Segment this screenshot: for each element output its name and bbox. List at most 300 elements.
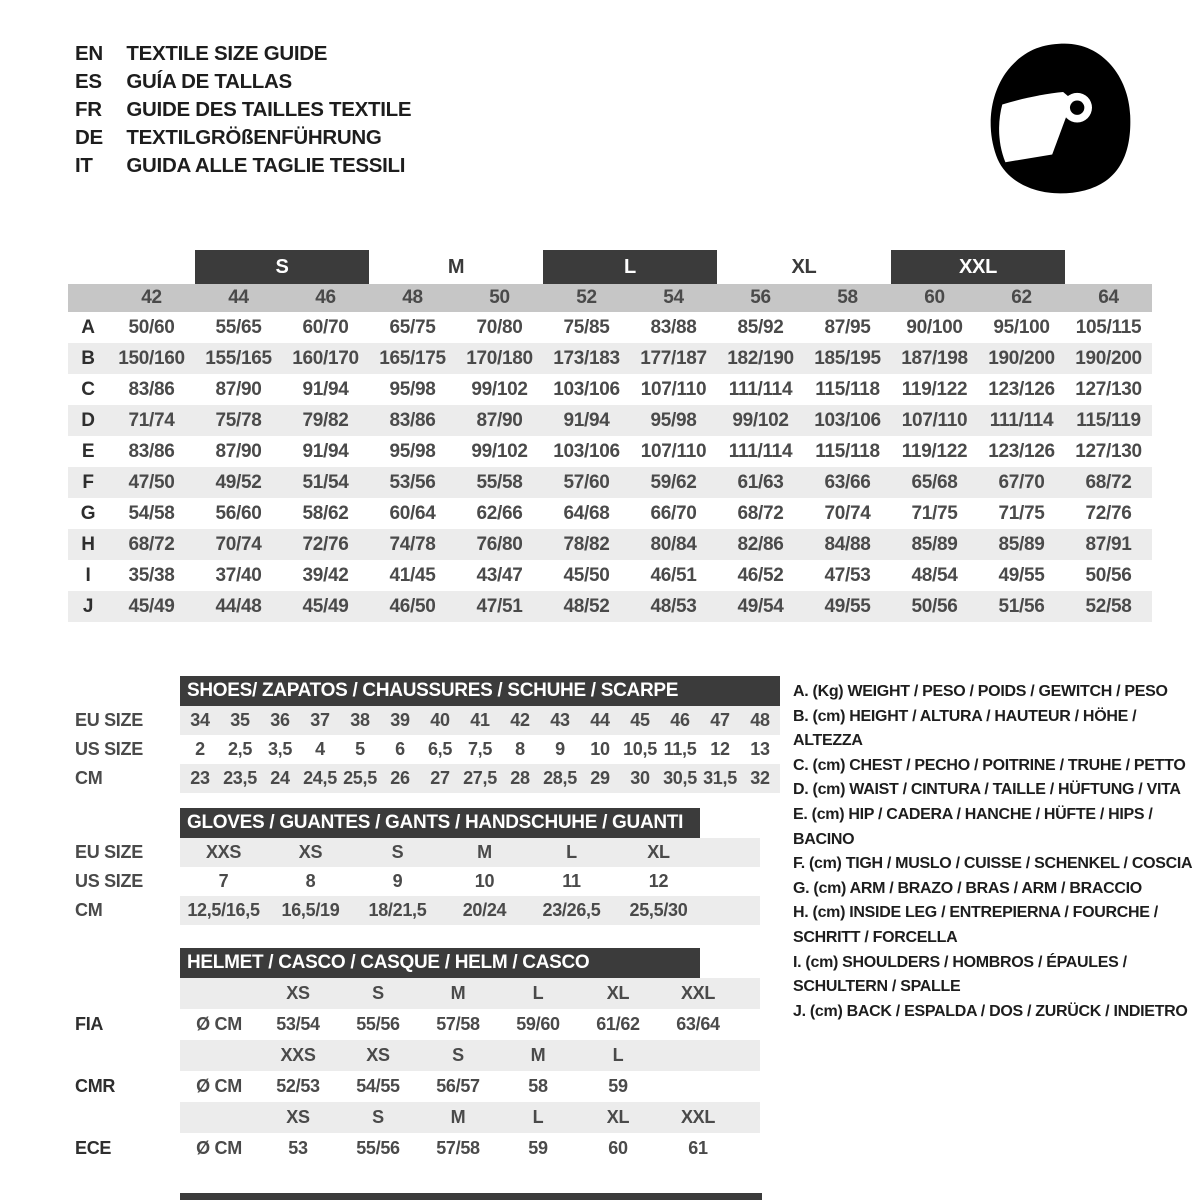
helmet-size-row [180,1102,760,1133]
row-letter: F [82,472,94,493]
measurement-cell: 99/102 [732,410,789,431]
measurement-cell: 83/88 [650,317,697,338]
standard-label: ECE [75,1138,112,1158]
measurement-cell: 123/126 [988,379,1055,400]
row-letter: C [81,379,95,400]
measurement-cell: 55/65 [215,317,262,338]
size-cell: 34 [190,710,210,730]
measurement-cell: 99/102 [471,379,528,400]
diameter-unit-label: Ø CM [196,1138,242,1158]
measurement-cell: 71/74 [128,410,175,431]
measurement-cell: 95/100 [993,317,1050,338]
helmet-standard-block [75,978,760,1040]
measurement-cell: 177/187 [640,348,707,369]
size-cell: XL [606,983,630,1003]
helmet-standard-block [75,1040,760,1102]
size-group-header-row [68,250,1152,284]
language-row [75,68,411,96]
numeric-size-cell: 60 [924,287,945,308]
size-cell: 59 [608,1076,628,1096]
size-cell: 12 [648,871,669,891]
measurement-cell: 65/68 [911,472,958,493]
numeric-size-cell: 64 [1098,287,1119,308]
size-cell: 6 [395,739,405,759]
size-cell: 42 [510,710,530,730]
size-cell: 16,5/19 [281,900,340,920]
measurement-cell: 103/106 [553,379,620,400]
size-cell: 9 [392,871,403,891]
size-cell: 3,5 [267,739,293,759]
size-cell: 24,5 [303,768,337,788]
table-row [75,706,780,735]
measurement-cell: 41/45 [389,565,436,586]
measurement-cell: 123/126 [988,441,1055,462]
size-cell: 24 [270,768,290,788]
size-cell: 23,5 [223,768,257,788]
size-cell: 58 [528,1076,548,1096]
size-cell: 36 [270,710,290,730]
measurement-cell: 71/75 [911,503,958,524]
size-cell: 12 [710,739,730,759]
measurement-cell: 150/160 [118,348,185,369]
measurement-cell: 165/175 [379,348,446,369]
measurement-rows [68,312,1152,622]
size-cell: 28 [510,768,530,788]
numeric-size-spacer [68,284,108,312]
measurement-cell: 54/58 [128,503,175,524]
size-cell: 30,5 [663,768,697,788]
size-cell: 60 [608,1138,628,1158]
measurement-cell: 80/84 [650,534,697,555]
measurement-cell: 60/70 [302,317,349,338]
helmet-size-row [180,978,760,1009]
size-cell: L [532,1107,544,1127]
measurement-cell: 49/54 [737,596,784,617]
table-row [68,405,1152,436]
table-row [75,867,760,896]
size-cell: XS [366,1045,390,1065]
measurement-cell: 190/200 [1075,348,1142,369]
size-spacer [180,1102,258,1133]
measurement-cell: 85/92 [737,317,784,338]
table-row [68,529,1152,560]
measurement-cell: 63/66 [824,472,871,493]
measurement-cell: 91/94 [302,379,349,400]
row-letter: E [81,441,95,462]
row-label: CM [75,900,103,920]
numeric-size-cell: 46 [315,287,336,308]
measurement-cell: 57/60 [563,472,610,493]
size-group-m: M [447,256,465,278]
row-letter: J [82,596,94,617]
size-cell: XS [286,1107,310,1127]
size-cell: L [612,1045,624,1065]
size-cell: 57/58 [436,1014,480,1034]
helmet-value-row [180,1071,760,1102]
size-cell: 23/26,5 [542,900,601,920]
size-cell [658,1071,738,1102]
size-cell: 44 [590,710,610,730]
size-cell: 9 [555,739,565,759]
size-cell: 46 [670,710,690,730]
legend-item: C. (cm) CHEST / PECHO / POITRINE / TRUHE / PETTO [793,756,1186,774]
measurement-cell: 170/180 [466,348,533,369]
measurement-cell: 51/56 [998,596,1045,617]
size-cell: 8 [305,871,316,891]
size-cell: 63/64 [676,1014,720,1034]
row-letter: H [81,534,95,555]
measurement-cell: 78/82 [563,534,610,555]
measurement-cell: 70/74 [824,503,871,524]
numeric-size-cell: 62 [1011,287,1032,308]
standard-label: FIA [75,1014,104,1034]
measurement-cell: 87/91 [1085,534,1132,555]
table-row [75,896,760,925]
measurement-cell: 84/88 [824,534,871,555]
size-cell: S [391,842,404,862]
measurement-cell: 43/47 [476,565,523,586]
measurement-cell: 35/38 [128,565,175,586]
size-cell: XXS [280,1045,316,1065]
measurement-cell: 48/52 [563,596,610,617]
measurement-cell: 61/63 [737,472,784,493]
measurement-cell: 68/72 [128,534,175,555]
size-spacer [180,978,258,1009]
size-cell: 55/56 [356,1014,400,1034]
measurement-cell: 107/110 [901,410,968,431]
numeric-size-cell: 52 [576,287,597,308]
measurement-cell: 45/50 [563,565,610,586]
legend-item: J. (cm) BACK / ESPALDA / DOS / ZURÜCK / INDIETRO [793,1002,1188,1020]
measurement-cell: 119/122 [901,379,968,400]
measurement-cell: 187/198 [901,348,968,369]
measurement-cell: 55/58 [476,472,523,493]
measurement-cell: 155/165 [205,348,272,369]
size-cell: XXL [680,983,716,1003]
size-cell: S [372,1107,384,1127]
size-cell: 28,5 [543,768,577,788]
guide-title: TEXTILE SIZE GUIDE [126,42,328,65]
helmet-table [75,948,760,1164]
measurement-cell: 83/86 [128,379,175,400]
size-group-l: L [543,250,717,284]
measurement-cell: 50/56 [1085,565,1132,586]
row-letter: I [85,565,91,586]
helmet-size-row [180,1040,760,1071]
table-row [75,764,780,793]
size-cell: 41 [470,710,490,730]
row-letter: G [80,503,96,524]
language-code: IT [75,154,93,177]
measurement-cell: 95/98 [389,441,436,462]
size-cell: 55/56 [356,1138,400,1158]
measurement-cell: 160/170 [292,348,359,369]
measurement-cell: 87/90 [215,441,262,462]
gloves-table [75,808,760,925]
row-letter: D [81,410,95,431]
measurement-cell: 87/90 [215,379,262,400]
measurement-cell: 83/86 [128,441,175,462]
row-label: US SIZE [75,871,143,891]
measurement-cell: 50/56 [911,596,958,617]
legend-item: E. (cm) HIP / CADERA / HANCHE / HÜFTE / HIPS / BACINO [793,805,1153,848]
legend-item: D. (cm) WAIST / CINTURA / TAILLE / HÜFTUNG / VITA [793,781,1181,799]
measurement-cell: 83/86 [389,410,436,431]
table-row [68,498,1152,529]
numeric-size-cell: 44 [228,287,249,308]
size-cell: XXL [680,1107,716,1127]
size-cell: 6,5 [427,739,453,759]
measurement-cell: 79/82 [302,410,349,431]
measurement-cell: 82/86 [737,534,784,555]
size-cell: XS [286,983,310,1003]
size-cell: 31,5 [703,768,737,788]
measurement-cell: 182/190 [727,348,794,369]
guide-title: GUIDE DES TAILLES TEXTILE [126,98,412,121]
numeric-size-cell: 58 [837,287,858,308]
measurement-cell: 91/94 [302,441,349,462]
measurement-cell: 190/200 [988,348,1055,369]
standard-label: CMR [75,1076,116,1096]
size-cell: M [477,842,492,862]
shoes-rows [75,706,780,793]
measurement-cell: 56/60 [215,503,262,524]
measurement-cell: 103/106 [814,410,881,431]
numeric-size-cell: 56 [750,287,771,308]
table-row [68,591,1152,622]
row-label: EU SIZE [75,710,143,730]
measurement-cell: 68/72 [737,503,784,524]
table-row [75,838,760,867]
size-cell: S [372,983,384,1003]
size-cell: 13 [750,739,770,759]
measurement-cell: 46/51 [650,565,697,586]
measurement-cell: 119/122 [901,441,968,462]
numeric-size-cell: 48 [402,287,423,308]
measurement-cell: 185/195 [814,348,881,369]
measurement-cell: 49/55 [824,596,871,617]
measurement-cell: 74/78 [389,534,436,555]
size-cell: 37 [310,710,330,730]
helmet-value-row [180,1009,760,1040]
size-cell: 10 [474,871,495,891]
size-cell: 59/60 [516,1014,560,1034]
guide-title: TEXTILGRÖßENFÜHRUNG [126,126,382,149]
measurement-cell: 65/75 [389,317,436,338]
measurement-cell: 99/102 [471,441,528,462]
size-cell: 57/58 [436,1138,480,1158]
measurement-cell: 85/89 [998,534,1045,555]
size-cell: 52/53 [276,1076,320,1096]
size-cell: 59 [528,1138,548,1158]
size-cell: 4 [315,739,325,759]
measurement-cell: 115/118 [815,441,880,462]
language-row [75,40,411,68]
table-row [68,467,1152,498]
shoes-section-header: SHOES/ ZAPATOS / CHAUSSURES / SCHUHE / SCARPE [180,676,780,706]
measurement-cell: 95/98 [650,410,697,431]
size-cell: M [530,1045,546,1065]
size-cell: XS [298,842,323,862]
size-cell: 40 [430,710,450,730]
table-row [68,436,1152,467]
size-cell: 25,5 [343,768,377,788]
size-cell: 2,5 [227,739,253,759]
guide-title: GUIDA ALLE TAGLIE TESSILI [126,154,406,177]
measurement-cell: 111/114 [989,410,1054,431]
size-cell: 7 [218,871,229,891]
size-cell: 30 [630,768,650,788]
size-cell: 10,5 [623,739,657,759]
row-label: US SIZE [75,739,143,759]
measurement-cell: 103/106 [553,441,620,462]
measurement-cell: 75/78 [215,410,262,431]
diameter-unit-label: Ø CM [196,1014,242,1034]
size-cell: 27,5 [463,768,497,788]
helmet-value-row [180,1133,760,1164]
size-cell: L [566,842,577,862]
measurement-cell: 47/51 [476,596,523,617]
size-cell: 10 [590,739,610,759]
size-cell: 56/57 [436,1076,480,1096]
measurement-cell: 70/74 [215,534,262,555]
legend-item: A. (Kg) WEIGHT / PESO / POIDS / GEWITCH / PESO [793,683,1168,700]
measurement-cell: 107/110 [640,441,707,462]
language-row [75,96,411,124]
measurement-cell: 47/53 [824,565,871,586]
size-cell: 20/24 [462,900,507,920]
size-cell: 53 [288,1138,308,1158]
measurement-cell: 90/100 [906,317,963,338]
measurement-cell: 105/115 [1075,317,1142,338]
measurement-cell: 72/76 [1085,503,1132,524]
size-cell: 61/62 [596,1014,640,1034]
size-cell: 53/54 [276,1014,320,1034]
measurement-cell: 70/80 [476,317,523,338]
measurement-cell: 39/42 [302,565,349,586]
size-group-xxl: XXL [891,250,1065,284]
size-cell: XXS [205,842,242,862]
size-cell: 25,5/30 [629,900,688,920]
numeric-size-cell: 42 [141,287,162,308]
gloves-rows [75,838,760,925]
diameter-unit-label: Ø CM [196,1076,242,1096]
table-row [68,312,1152,343]
numeric-size-cell: 54 [663,287,684,308]
size-cell: 27 [430,768,450,788]
row-letter: B [81,348,95,369]
guide-title: GUÍA DE TALLAS [126,70,292,93]
measurement-cell: 52/58 [1085,596,1132,617]
measurement-cell: 111/114 [728,379,793,400]
measurement-cell: 71/75 [998,503,1045,524]
size-cell: 35 [230,710,250,730]
language-code: DE [75,126,103,149]
size-cell: 18/21,5 [368,900,427,920]
size-cell: 11 [562,871,581,891]
measurement-cell: 115/119 [1076,410,1141,431]
size-cell: 48 [750,710,770,730]
measurement-cell: 91/94 [563,410,610,431]
measurement-cell: 59/62 [650,472,697,493]
cutoff-section-bar [180,1193,762,1200]
measurement-cell: 107/110 [640,379,707,400]
table-row [68,374,1152,405]
numeric-size-cell: 50 [489,287,510,308]
measurement-cell: 49/52 [215,472,262,493]
measurement-cell: 127/130 [1075,441,1142,462]
measurement-cell: 49/55 [998,565,1045,586]
size-cell: 45 [630,710,650,730]
size-cell: 47 [710,710,730,730]
size-group-xl: XL [791,256,817,278]
measurement-cell: 76/80 [476,534,523,555]
numeric-size-header-row [68,284,1152,312]
size-cell: S [452,1045,464,1065]
measurement-legend [793,680,1193,1024]
size-group-s: S [195,250,369,284]
shoes-table [75,676,780,793]
measurement-cell: 47/50 [128,472,175,493]
measurement-cell: 87/90 [476,410,523,431]
size-cell: 39 [390,710,410,730]
size-cell: 26 [390,768,410,788]
measurement-cell: 87/95 [824,317,871,338]
measurement-cell: 115/118 [815,379,880,400]
measurement-cell: 58/62 [302,503,349,524]
measurement-cell: 66/70 [650,503,697,524]
measurement-cell: 67/70 [998,472,1045,493]
language-code: ES [75,70,102,93]
measurement-cell: 51/54 [302,472,349,493]
measurement-cell: 44/48 [215,596,262,617]
size-cell: 29 [590,768,610,788]
size-cell [658,1040,738,1071]
measurement-cell: 75/85 [563,317,610,338]
size-cell: 2 [195,739,205,759]
size-cell: 11,5 [663,739,697,759]
measurement-cell: 60/64 [389,503,436,524]
language-row [75,124,411,152]
measurement-cell: 111/114 [728,441,793,462]
size-cell: XL [606,1107,630,1127]
table-row [68,560,1152,591]
size-cell: 32 [750,768,770,788]
measurement-cell: 68/72 [1085,472,1132,493]
table-row [68,343,1152,374]
size-cell: 5 [355,739,365,759]
language-row [75,152,411,180]
legend-item: I. (cm) SHOULDERS / HOMBROS / ÉPAULES / SCHULTERN / SPALLE [793,953,1127,996]
table-row [75,735,780,764]
size-cell: XL [647,842,670,862]
measurement-cell: 173/183 [553,348,620,369]
measurement-cell: 62/66 [476,503,523,524]
size-cell: L [532,983,544,1003]
row-letter: A [81,317,95,338]
measurement-cell: 95/98 [389,379,436,400]
size-cell: 12,5/16,5 [187,900,260,920]
measurement-cell: 45/49 [302,596,349,617]
measurement-cell: 48/53 [650,596,697,617]
legend-item: G. (cm) ARM / BRAZO / BRAS / ARM / BRACCIO [793,879,1142,897]
helmet-standard-block [75,1102,760,1164]
row-label: CM [75,768,103,788]
measurement-cell: 50/60 [128,317,175,338]
size-cell: 43 [550,710,570,730]
measurement-cell: 48/54 [911,565,958,586]
language-code: EN [75,42,103,65]
